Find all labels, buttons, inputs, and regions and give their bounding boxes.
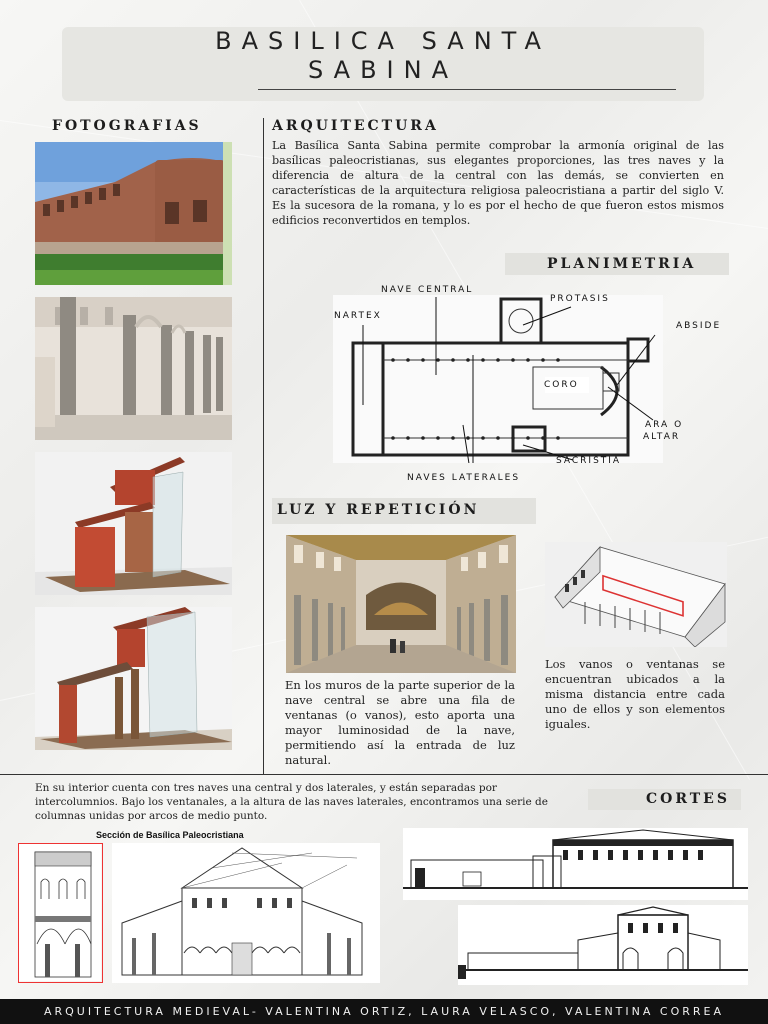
photo-interior-columns: [35, 297, 232, 440]
label-ara-o: ARA O: [645, 420, 684, 430]
seccion-title: Sección de Basílica Paleocristiana: [96, 830, 244, 840]
luz-text-right: Los vanos o ventanas se encuentran ubicados a la misma distancia entre cada uno de ellos y son elementos iguales.: [545, 657, 725, 731]
section-perspective-drawing: [112, 843, 380, 983]
page-title-line2: SABINA: [307, 56, 458, 84]
section-longitudinal-drawing: [403, 828, 748, 900]
heading-arquitectura: ARQUITECTURA: [272, 118, 439, 134]
title-underline: [258, 89, 676, 90]
luz-text-left: En los muros de la parte superior de la nave central se abre una fila de ventanas (o vanos), esto aporta una mayor luminosidad de la nave, permitiendo así la entrada de luz natural.: [285, 678, 515, 767]
heading-planimetria: PLANIMETRIA: [547, 256, 697, 272]
heading-luz-repeticion: LUZ Y REPETICIÓN: [277, 502, 480, 518]
footer-credits: ARQUITECTURA MEDIEVAL- VALENTINA ORTIZ, LAURA VELASCO, VALENTINA CORREA: [0, 999, 768, 1024]
section-transversal-drawing: [458, 905, 748, 985]
label-sacristia: SACRISTIA: [556, 456, 622, 466]
photo-nave-central: [286, 535, 516, 673]
section-divider: [0, 774, 768, 775]
interior-paragraph: En su interior cuenta con tres naves una central y dos laterales, y están separadas por intercolumnios. Bajo los ventanales, a la altura de las naves laterales, encontramos una serie de columnas unidas por arcos de medio punto.: [35, 782, 548, 822]
arquitectura-paragraph: La Basílica Santa Sabina permite comprobar la armonía original de las basílicas paleocristianas, sus elegantes proporciones, las tres naves y la diferencia de altura de la central con las demás, se convierten en características de la arquitectura religiosa paleocristiana a partir del siglo V. Es la sucesora de la romana, y lo es por el hecho de que fueron estos mismos edificios reconvertidos en templos.: [272, 139, 724, 227]
label-coro: CORO: [544, 380, 579, 390]
label-nartex: NARTEX: [334, 311, 382, 321]
page-title-line1: BASILICA SANTA: [215, 27, 551, 55]
photo-model-1: [35, 452, 232, 595]
column-divider: [263, 118, 264, 774]
drawing-ventanas: [545, 542, 727, 647]
photo-exterior: [35, 142, 232, 285]
floor-plan-drawing: [333, 295, 663, 463]
label-naves-laterales: NAVES LATERALES: [407, 473, 521, 483]
heading-fotografias: FOTOGRAFIAS: [52, 118, 202, 134]
label-altar: ALTAR: [643, 432, 681, 442]
label-nave-central: NAVE CENTRAL: [381, 285, 474, 295]
label-protasis: PROTASIS: [550, 294, 610, 304]
section-detail-drawing: [18, 843, 103, 983]
photo-model-2: [35, 607, 232, 750]
heading-cortes: CORTES: [646, 791, 730, 807]
label-abside: ABSIDE: [676, 321, 722, 331]
